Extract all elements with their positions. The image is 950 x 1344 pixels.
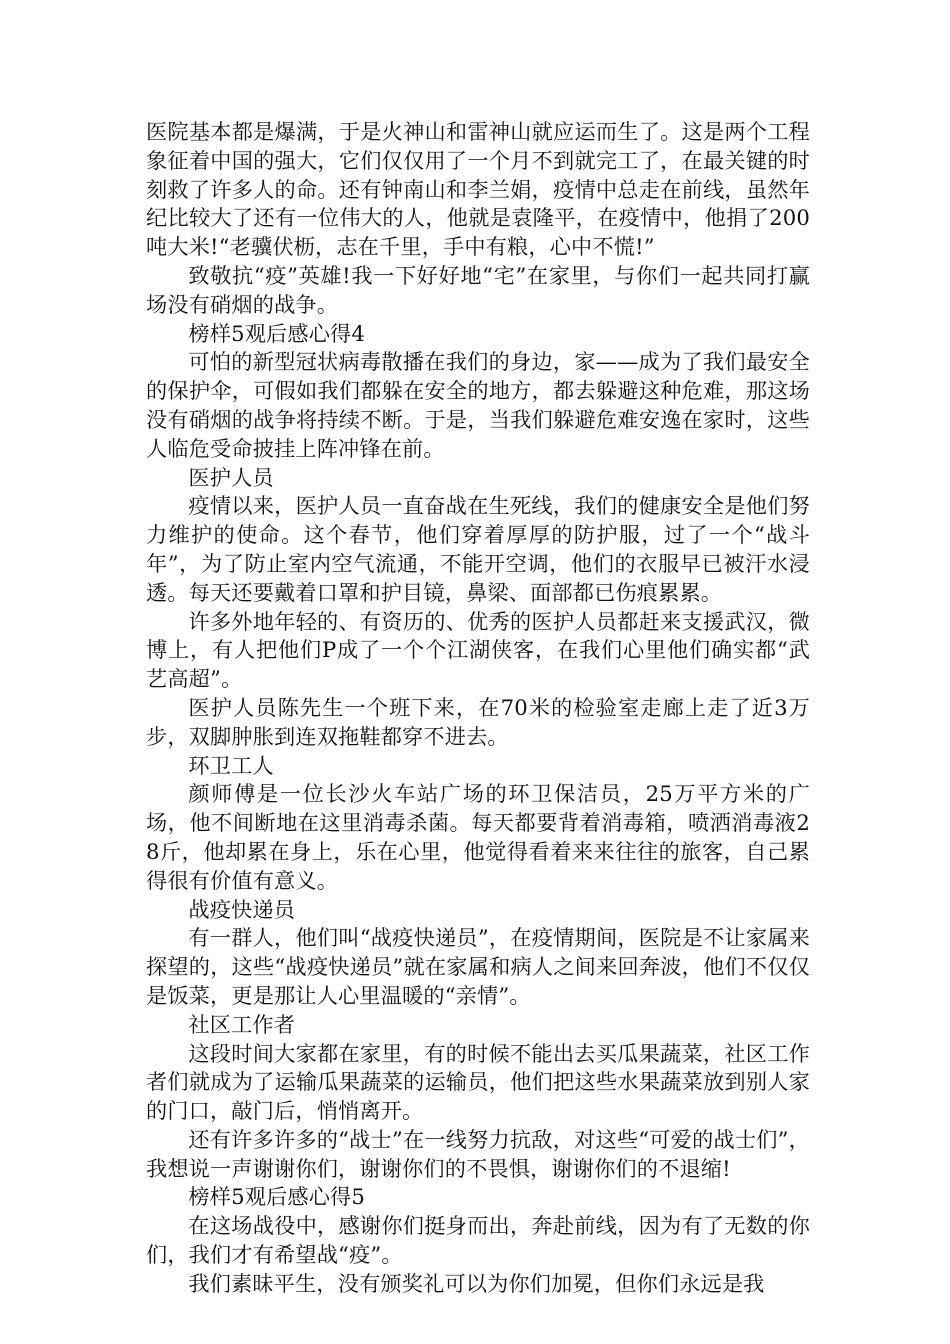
paragraph-virus-spread: 可怕的新型冠状病毒散播在我们的身边，家——成为了我们最安全的保护伞，可假如我们都躲在安全的地方，都去躲避这种危难，那这场没有硝烟的战争将持续不断。于是，当我们躲避危难安逸在家时，这些人临危受命披挂上阵冲锋在前。 [146,349,810,461]
document-page [146,118,810,1299]
paragraph-support-wuhan: 许多外地年轻的、有资历的、优秀的医护人员都赶来支援武汉，微博上，有人把他们P成了一个个江湖侠客，在我们心里他们确实都“武艺高超”。 [146,608,810,692]
paragraph-master-yan: 颜师傅是一位长沙火车站广场的环卫保洁员，25万平方米的广场，他不间断地在这里消毒杀菌。每天都要背着消毒箱，喷洒消毒液28斤，他却累在身上，乐在心里，他觉得看着来来往往的旅客，自己累得很有价值有意义。 [146,781,810,893]
subheading-couriers: 战疫快递员 [188,896,296,922]
paragraph-salute-heroes: 致敬抗“疫”英雄!我一下好好地“宅”在家里，与你们一起共同打赢场没有硝烟的战争。 [146,262,810,317]
paragraph-medical-staff: 疫情以来，医护人员一直奋战在生死线，我们的健康安全是他们努力维护的使命。这个春节，他们穿着厚厚的防护服，过了一个“战斗年”，为了防止室内空气流通，不能开空调，他们的衣服早已被汗水浸透。每天还要戴着口罩和护目镜，鼻梁、面部都已伤痕累累。 [146,493,810,605]
paragraph-strangers: 我们素昧平生，没有颁奖礼可以为你们加冕，但你们永远是我 [188,1270,765,1296]
paragraph-couriers: 有一群人，他们叫“战疫快递员”，在疫情期间，医院是不让家属来探望的，这些“战疫快递员”就在家属和病人之间来回奔波，他们不仅仅是饭菜，更是那让人心里温暖的“亲情”。 [146,925,810,1008]
paragraph-mr-chen: 医护人员陈先生一个班下来，在70米的检验室走廊上走了近3万步，双脚肿胀到连双拖鞋都穿不进去。 [146,694,810,749]
subheading-community-workers: 社区工作者 [188,1011,296,1037]
paragraph-battle-thanks: 在这场战役中，感谢你们挺身而出，奔赴前线，因为有了无数的你们，我们才有希望战“疫”。 [146,1213,810,1268]
subheading-medical-staff: 医护人员 [188,464,274,490]
paragraph-community-workers: 这段时间大家都在家里，有的时候不能出去买瓜果蔬菜，社区工作者们就成为了运输瓜果蔬菜的运输员，他们把这些水果蔬菜放到别人家的门口，敲门后，悄悄离开。 [146,1040,810,1124]
paragraph-thanks-soldiers: 还有许多许多的“战士”在一线努力抗敌，对这些“可爱的战士们”，我想说一声谢谢你们，谢谢你们的不畏惧，谢谢你们的不退缩! [146,1126,810,1181]
section-heading-essay-5: 榜样5观后感心得5 [188,1184,366,1210]
section-heading-essay-4: 榜样5观后感心得4 [188,320,366,346]
paragraph-hospitals: 医院基本都是爆满，于是火神山和雷神山就应运而生了。这是两个工程象征着中国的强大，它们仅仅用了一个月不到就完工了，在最关键的时刻救了许多人的命。还有钟南山和李兰娟，疫情中总走在前线，虽然年纪比较大了还有一位伟大的人，他就是袁隆平，在疫情中，他捐了200吨大米!“老骥伏枥，志在千里，手中有粮，心中不慌!” [146,119,810,260]
subheading-sanitation-workers: 环卫工人 [188,752,274,778]
